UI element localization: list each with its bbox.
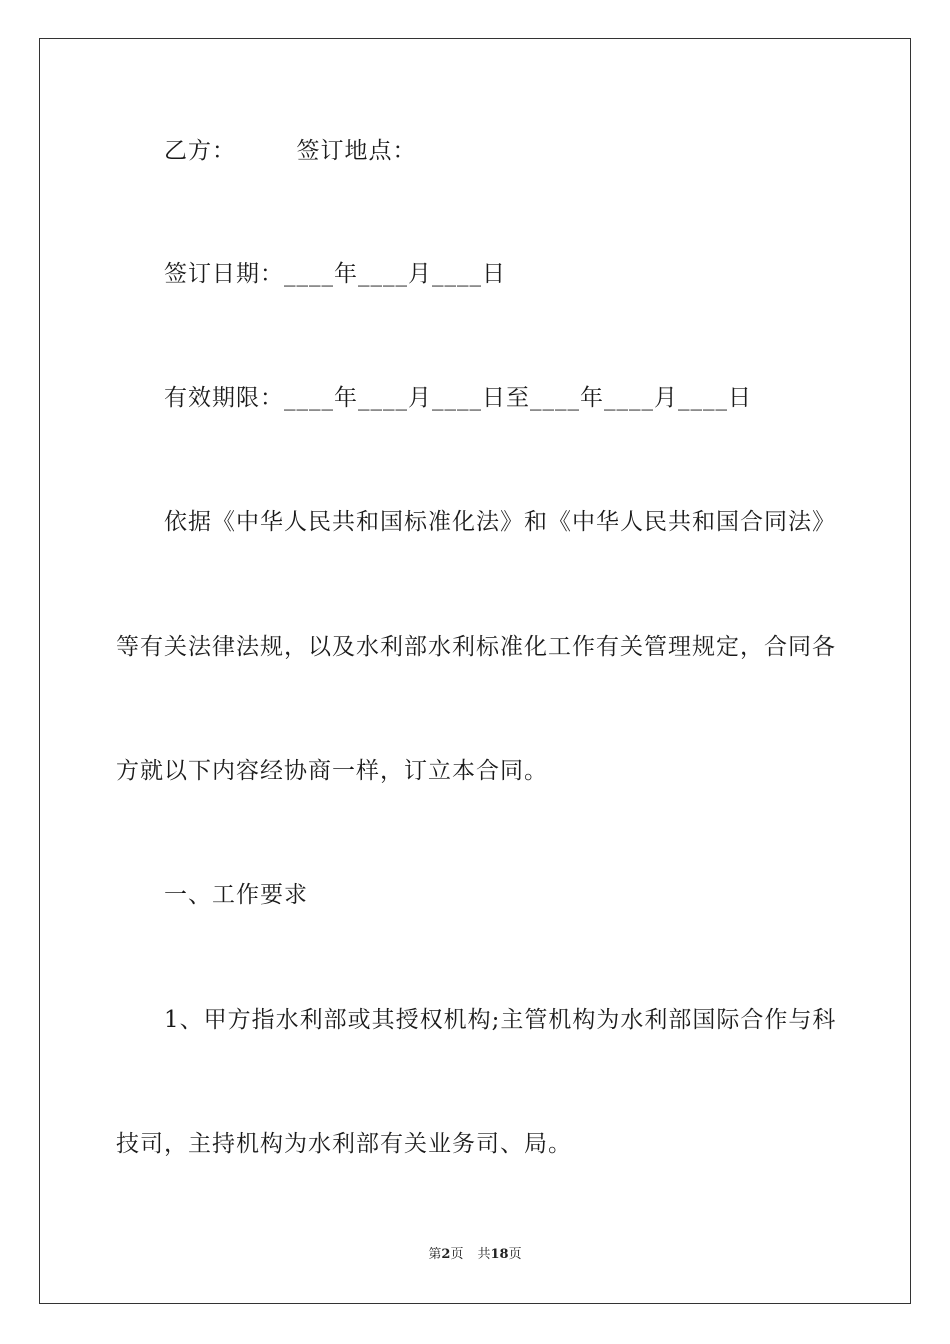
clause-1-line-2: 技司，主持机构为水利部有关业务司、局。: [116, 1131, 572, 1157]
total-suffix: 页: [508, 1247, 522, 1262]
page-suffix: 页: [450, 1247, 464, 1262]
validity-period-line: 有效期限：____年____月____日至____年____月____日: [164, 385, 752, 411]
paragraph-basis-line-2: 等有关法律法规，以及水利部水利标准化工作有关管理规定，合同各: [116, 634, 836, 660]
page-number: 2: [441, 1247, 451, 1262]
page-footer: [0, 1246, 950, 1264]
paragraph-basis-line-3: 方就以下内容经协商一样，订立本合同。: [116, 758, 548, 784]
page-border: [39, 38, 911, 1304]
clause-1-line-1: 1、甲方指水利部或其授权机构;主管机构为水利部国际合作与科: [164, 1007, 837, 1033]
section-heading: 一、工作要求: [164, 882, 308, 908]
party-b-line: 乙方： 签订地点：: [164, 138, 417, 164]
sign-date-line: 签订日期：____年____月____日: [164, 261, 506, 287]
total-prefix: 共: [477, 1247, 491, 1262]
page-prefix: 第: [428, 1247, 442, 1262]
total-pages: 18: [490, 1247, 509, 1262]
paragraph-basis-line-1: 依据《中华人民共和国标准化法》和《中华人民共和国合同法》: [164, 509, 836, 535]
